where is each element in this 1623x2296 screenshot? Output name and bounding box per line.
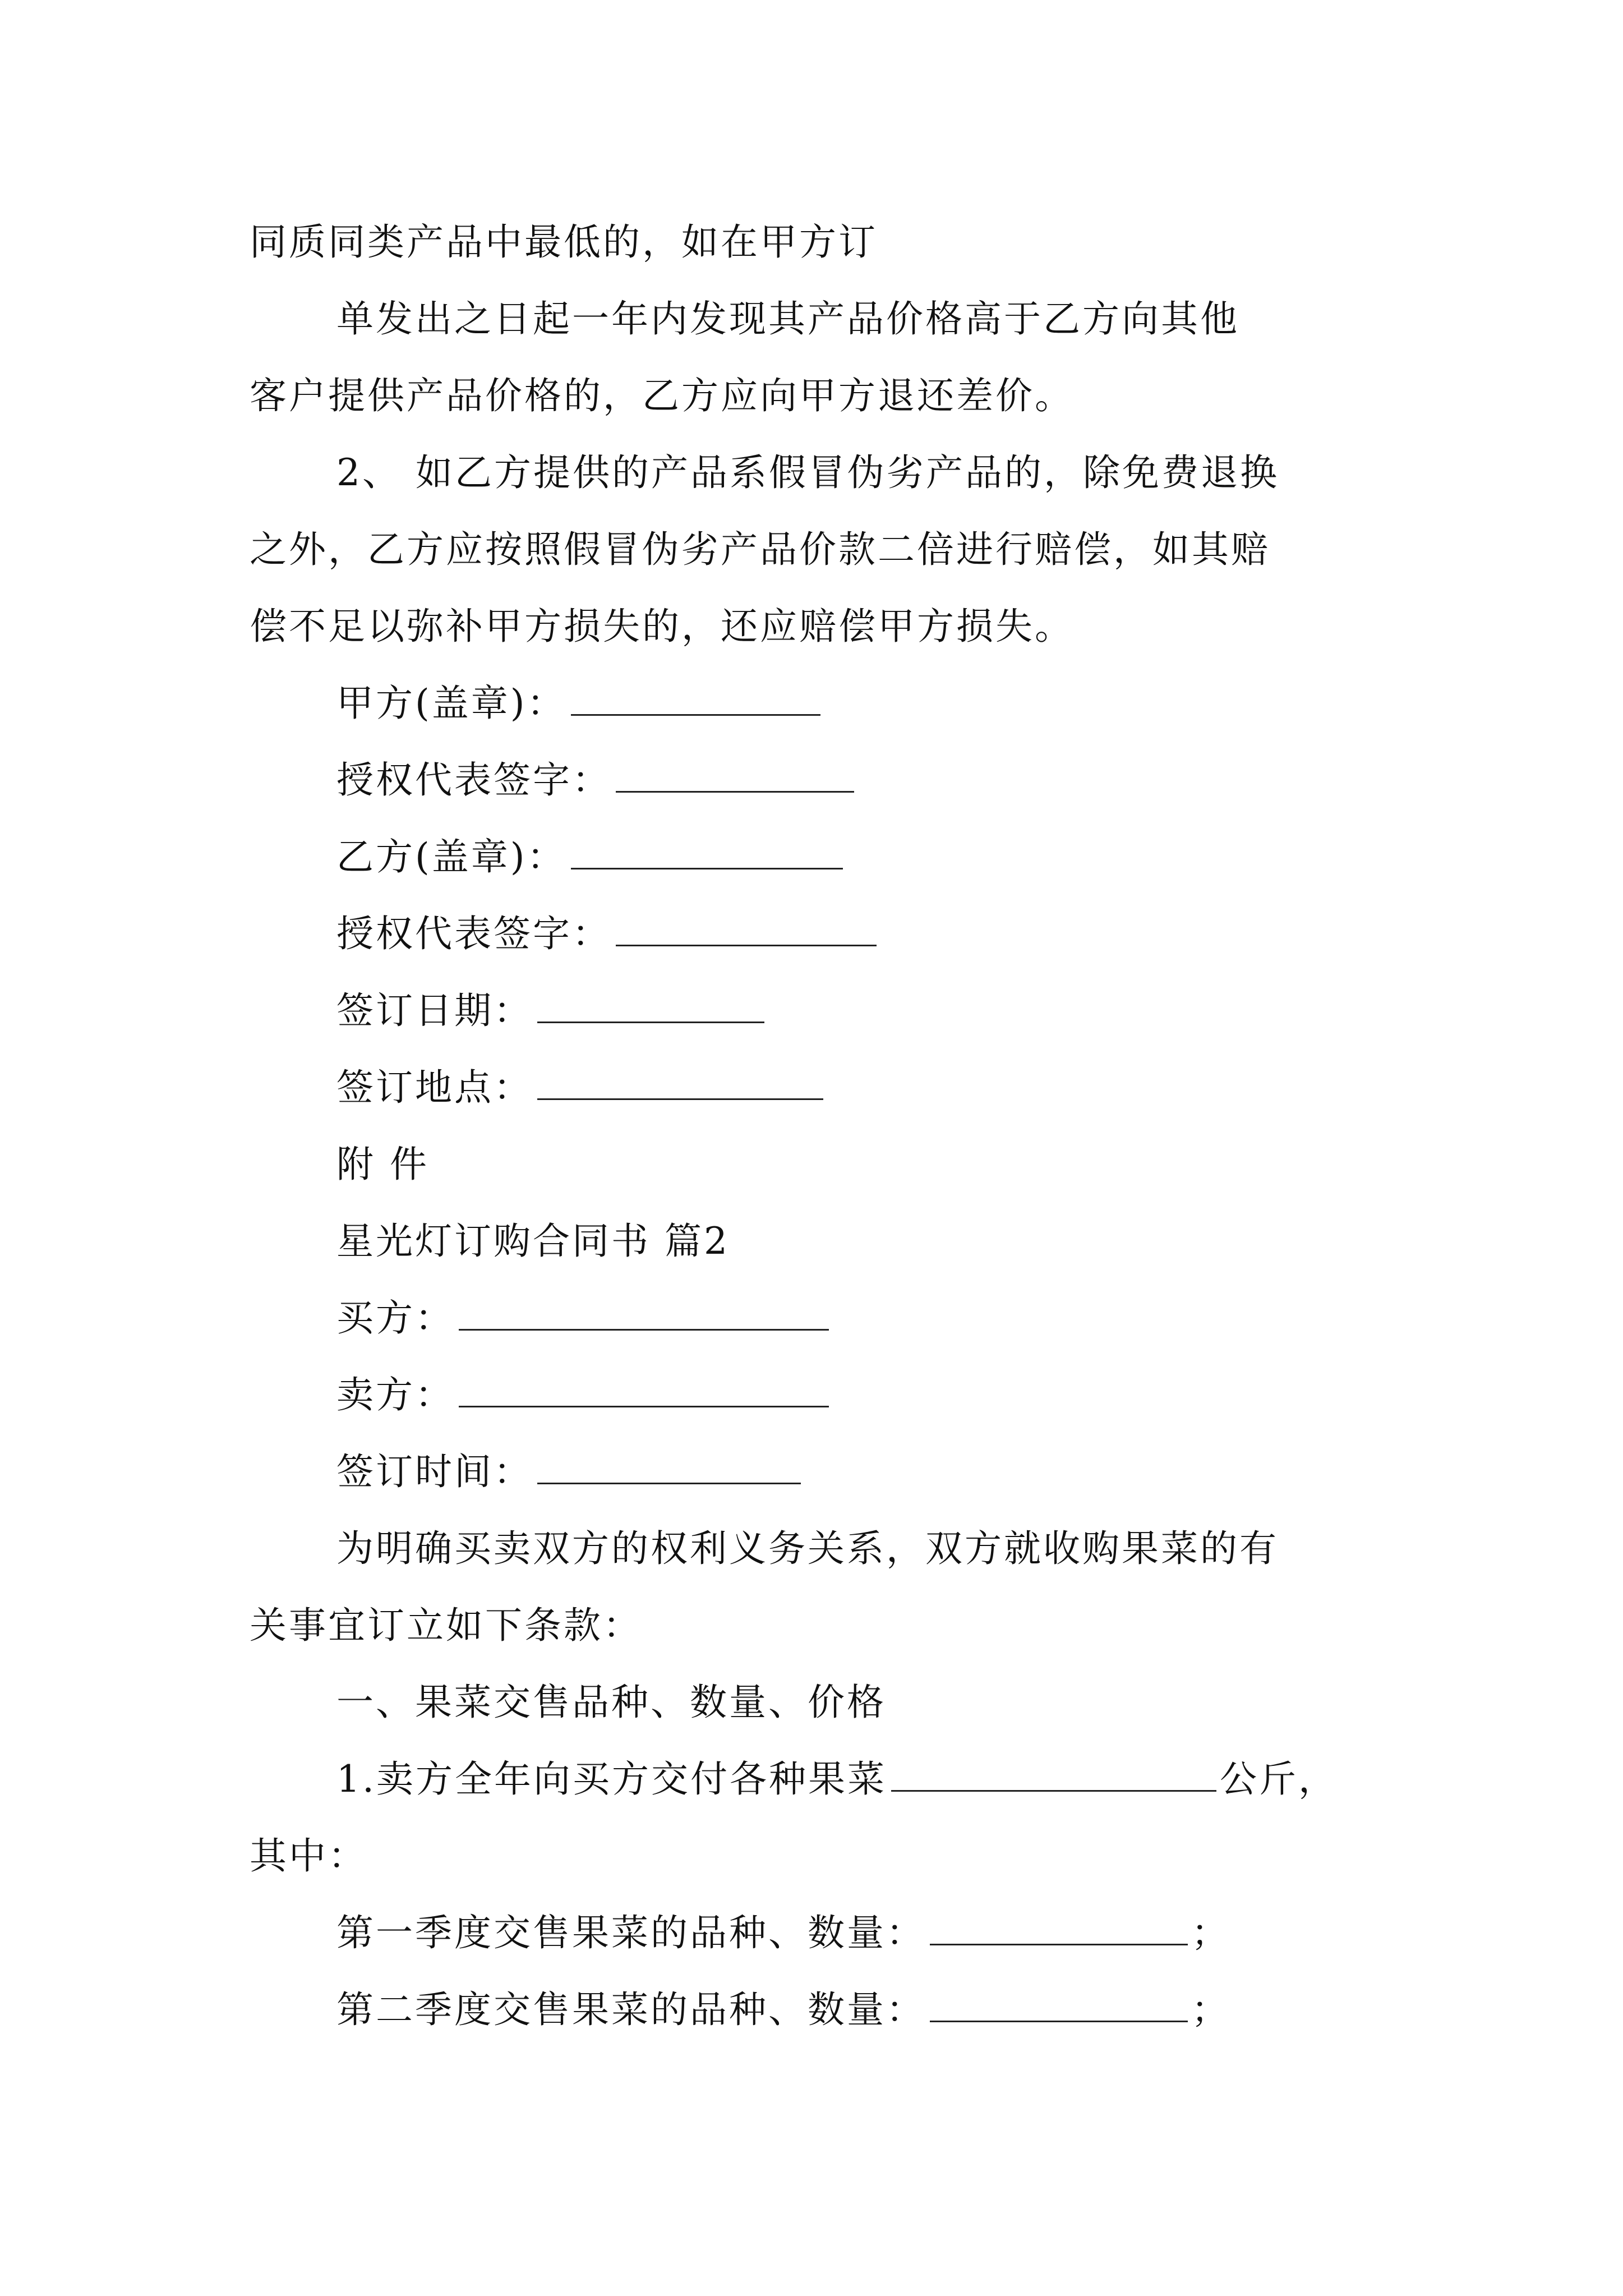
- blank-underline[interactable]: [537, 1449, 801, 1484]
- field-label: 第一季度交售果菜的品种、数量：: [336, 1911, 925, 1954]
- seller-field: [336, 1367, 832, 1423]
- field-label: 买方：: [336, 1296, 454, 1340]
- blank-underline[interactable]: [459, 1372, 829, 1407]
- attachment-label: [336, 1137, 429, 1193]
- line-text: 关事宜订立如下条款：: [250, 1604, 642, 1647]
- line-text: 附 件: [336, 1143, 429, 1186]
- blank-underline[interactable]: [459, 1295, 829, 1331]
- blank-underline[interactable]: [930, 1987, 1188, 2022]
- blank-underline[interactable]: [930, 1910, 1188, 1945]
- sign-place-field: [336, 1060, 827, 1116]
- paragraph-line: [250, 522, 1270, 578]
- field-label: 签订时间：: [336, 1450, 533, 1493]
- line-text: 同质同类产品中最低的，如在甲方订: [250, 220, 878, 264]
- paragraph-line: [336, 445, 1279, 501]
- paragraph-line: [250, 368, 1074, 424]
- sign-date-field: [336, 983, 768, 1039]
- field-label: 签订地点：: [336, 1066, 533, 1109]
- line-text: 其中：: [250, 1834, 367, 1878]
- field-suffix: 公斤，: [1219, 1757, 1338, 1801]
- field-label: 卖方：: [336, 1373, 454, 1416]
- line-text: 为明确买卖双方的权利义务关系，双方就收购果菜的有: [336, 1527, 1279, 1570]
- field-label: 授权代表签字：: [336, 912, 611, 955]
- signature-field-rep-a: [336, 752, 857, 808]
- line-text: 偿不足以弥补甲方损失的，还应赔偿甲方损失。: [250, 605, 1074, 648]
- clause-heading: [336, 1674, 886, 1731]
- blank-underline[interactable]: [571, 680, 820, 716]
- line-text: 之外，乙方应按照假冒伪劣产品价款二倍进行赔偿，如其赔: [250, 528, 1270, 571]
- line-text: 星光灯订购合同书 篇2: [336, 1220, 730, 1263]
- line-text: 2、 如乙方提供的产品系假冒伪劣产品的，除免费退换: [336, 451, 1279, 494]
- paragraph-line: [250, 1598, 642, 1654]
- paragraph-line: [336, 1521, 1279, 1577]
- field-label: 第二季度交售果菜的品种、数量：: [336, 1988, 925, 2031]
- line-text: 单发出之日起一年内发现其产品价格高于乙方向其他: [336, 297, 1239, 341]
- signature-field-party-b: [336, 829, 846, 885]
- field-label: 甲方(盖章)：: [336, 682, 566, 725]
- q2-quantity-field: [336, 1982, 1230, 2038]
- buyer-field: [336, 1290, 832, 1346]
- paragraph-line: [336, 291, 1239, 347]
- field-label: 签订日期：: [336, 989, 533, 1032]
- paragraph-line: [250, 214, 878, 270]
- signature-field-party-a: [336, 675, 824, 731]
- signature-field-rep-b: [336, 906, 880, 962]
- sign-time-field: [336, 1444, 804, 1500]
- field-label: 授权代表签字：: [336, 758, 611, 802]
- blank-underline[interactable]: [891, 1756, 1216, 1792]
- field-label: 乙方(盖章)：: [336, 835, 566, 878]
- paragraph-line: [250, 1828, 367, 1884]
- q1-quantity-field: [336, 1905, 1230, 1961]
- field-suffix: ；: [1191, 1988, 1230, 2031]
- annual-quantity-field: [336, 1751, 1338, 1807]
- field-label: 1.卖方全年向买方交付各种果菜: [336, 1757, 887, 1801]
- blank-underline[interactable]: [616, 757, 854, 793]
- paragraph-line: [250, 599, 1074, 655]
- blank-underline[interactable]: [616, 911, 877, 946]
- line-text: 客户提供产品价格的，乙方应向甲方退还差价。: [250, 374, 1074, 417]
- section-title: [336, 1213, 730, 1269]
- blank-underline[interactable]: [537, 988, 764, 1023]
- blank-underline[interactable]: [537, 1065, 823, 1100]
- field-suffix: ；: [1191, 1911, 1230, 1954]
- line-text: 一、果菜交售品种、数量、价格: [336, 1681, 886, 1724]
- blank-underline[interactable]: [571, 834, 843, 869]
